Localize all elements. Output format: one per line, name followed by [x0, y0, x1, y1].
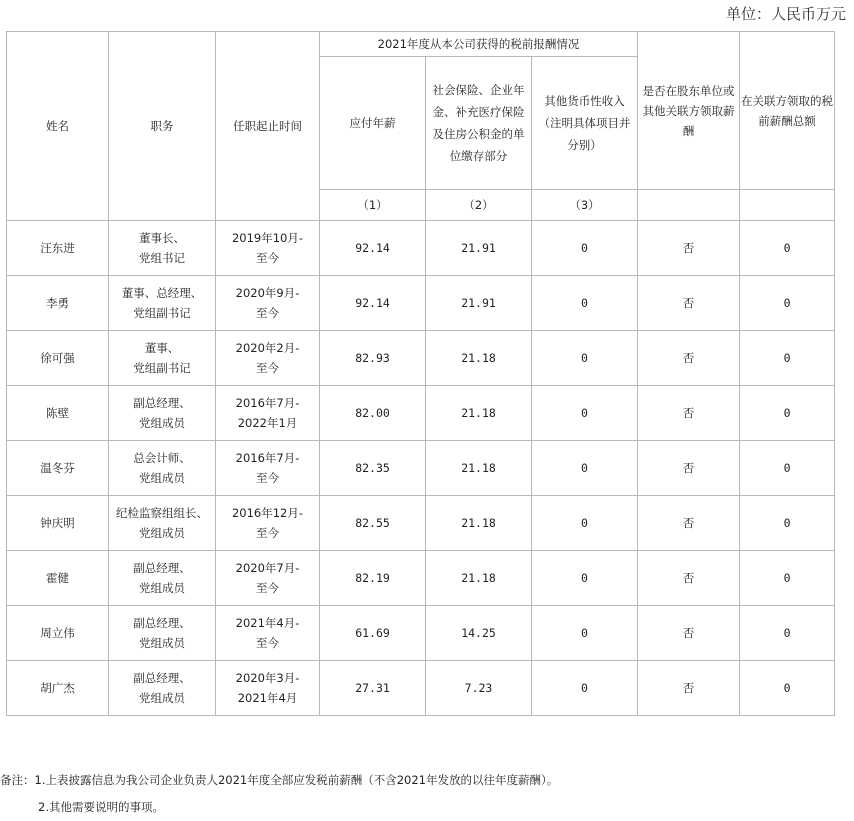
header-empty-b — [740, 190, 835, 221]
header-empty-a — [638, 190, 740, 221]
header-position: 职务 — [109, 32, 216, 221]
cell-position: 总会计师、 党组成员 — [109, 441, 216, 496]
cell-related: 否 — [638, 661, 740, 716]
header-other: 其他货币性收入 （注明具体项目并 分别） — [532, 57, 638, 190]
cell-total: 0 — [740, 551, 835, 606]
header-col1: （1） — [320, 190, 426, 221]
cell-social: 21.18 — [426, 496, 532, 551]
header-social: 社会保险、企业年 金、补充医疗保险 及住房公积金的单 位缴存部分 — [426, 57, 532, 190]
header-group-title: 2021年度从本公司获得的税前报酬情况 — [320, 32, 638, 57]
note-line-2: 2.其他需要说明的事项。 — [38, 800, 164, 814]
cell-social: 21.18 — [426, 441, 532, 496]
cell-related: 否 — [638, 386, 740, 441]
compensation-table — [6, 31, 835, 716]
cell-term: 2020年7月- 至今 — [216, 551, 320, 606]
cell-name: 霍健 — [7, 551, 109, 606]
table-row — [7, 276, 835, 331]
table-row — [7, 331, 835, 386]
cell-position: 副总经理、 党组成员 — [109, 386, 216, 441]
header-col2: （2） — [426, 190, 532, 221]
header-col3: （3） — [532, 190, 638, 221]
cell-other: 0 — [532, 331, 638, 386]
cell-social: 21.91 — [426, 276, 532, 331]
cell-salary: 61.69 — [320, 606, 426, 661]
cell-social: 21.18 — [426, 551, 532, 606]
cell-name: 徐可强 — [7, 331, 109, 386]
table-row — [7, 221, 835, 276]
cell-total: 0 — [740, 386, 835, 441]
cell-salary: 82.19 — [320, 551, 426, 606]
table-row — [7, 661, 835, 716]
cell-position: 董事长、 党组书记 — [109, 221, 216, 276]
table-row — [7, 551, 835, 606]
cell-salary: 92.14 — [320, 221, 426, 276]
cell-term: 2016年12月- 至今 — [216, 496, 320, 551]
header-term: 任职起止时间 — [216, 32, 320, 221]
cell-related: 否 — [638, 496, 740, 551]
table-row — [7, 496, 835, 551]
cell-related: 否 — [638, 441, 740, 496]
cell-total: 0 — [740, 441, 835, 496]
cell-salary: 27.31 — [320, 661, 426, 716]
cell-total: 0 — [740, 496, 835, 551]
cell-other: 0 — [532, 606, 638, 661]
cell-total: 0 — [740, 276, 835, 331]
cell-salary: 82.93 — [320, 331, 426, 386]
cell-name: 陈壁 — [7, 386, 109, 441]
cell-name: 温冬芬 — [7, 441, 109, 496]
cell-term: 2020年9月- 至今 — [216, 276, 320, 331]
header-related-total: 在关联方领取的税 前薪酬总额 — [740, 32, 835, 190]
header-row-top — [7, 32, 835, 57]
cell-related: 否 — [638, 551, 740, 606]
cell-term: 2020年3月- 2021年4月 — [216, 661, 320, 716]
cell-salary: 92.14 — [320, 276, 426, 331]
cell-name: 胡广杰 — [7, 661, 109, 716]
cell-social: 21.18 — [426, 386, 532, 441]
cell-other: 0 — [532, 551, 638, 606]
cell-related: 否 — [638, 331, 740, 386]
table-row — [7, 441, 835, 496]
cell-other: 0 — [532, 386, 638, 441]
cell-name: 钟庆明 — [7, 496, 109, 551]
cell-term: 2019年10月- 至今 — [216, 221, 320, 276]
cell-other: 0 — [532, 496, 638, 551]
cell-social: 7.23 — [426, 661, 532, 716]
table-row — [7, 386, 835, 441]
cell-other: 0 — [532, 441, 638, 496]
cell-name: 周立伟 — [7, 606, 109, 661]
cell-term: 2016年7月- 至今 — [216, 441, 320, 496]
table-row — [7, 606, 835, 661]
cell-total: 0 — [740, 331, 835, 386]
cell-social: 14.25 — [426, 606, 532, 661]
unit-label: 单位：人民币万元 — [725, 5, 846, 23]
header-salary: 应付年薪 — [320, 57, 426, 190]
cell-social: 21.91 — [426, 221, 532, 276]
cell-term: 2020年2月- 至今 — [216, 331, 320, 386]
notes — [0, 767, 558, 821]
cell-total: 0 — [740, 606, 835, 661]
cell-term: 2016年7月- 2022年1月 — [216, 386, 320, 441]
cell-related: 否 — [638, 606, 740, 661]
cell-other: 0 — [532, 661, 638, 716]
cell-related: 否 — [638, 221, 740, 276]
cell-salary: 82.55 — [320, 496, 426, 551]
cell-term: 2021年4月- 至今 — [216, 606, 320, 661]
cell-position: 副总经理、 党组成员 — [109, 606, 216, 661]
cell-position: 副总经理、 党组成员 — [109, 551, 216, 606]
cell-related: 否 — [638, 276, 740, 331]
note-line-1: 备注：1.上表披露信息为我公司企业负责人2021年度全部应发税前薪酬（不含2021年发放的以往年度薪酬）。 — [0, 773, 559, 787]
cell-other: 0 — [532, 276, 638, 331]
cell-salary: 82.35 — [320, 441, 426, 496]
header-related-paid: 是否在股东单位或 其他关联方领取薪 酬 — [638, 32, 740, 190]
cell-total: 0 — [740, 221, 835, 276]
cell-social: 21.18 — [426, 331, 532, 386]
cell-position: 纪检监察组组长、 党组成员 — [109, 496, 216, 551]
header-name: 姓名 — [7, 32, 109, 221]
cell-other: 0 — [532, 221, 638, 276]
cell-salary: 82.00 — [320, 386, 426, 441]
cell-position: 董事、 党组副书记 — [109, 331, 216, 386]
cell-name: 李勇 — [7, 276, 109, 331]
cell-position: 副总经理、 党组成员 — [109, 661, 216, 716]
cell-position: 董事、总经理、 党组副书记 — [109, 276, 216, 331]
cell-name: 汪东进 — [7, 221, 109, 276]
cell-total: 0 — [740, 661, 835, 716]
